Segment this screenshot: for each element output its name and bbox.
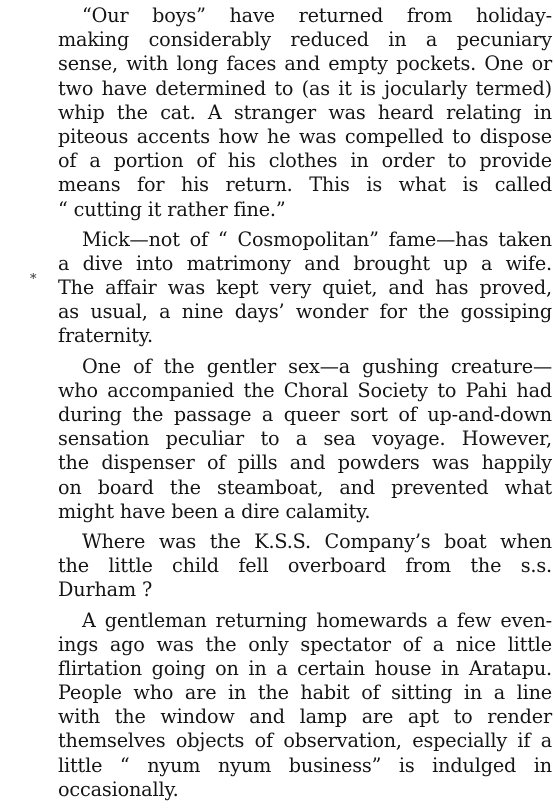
text-line: piteous accents how he was compelled to dispose <box>58 124 552 148</box>
margin-mark: * <box>30 272 37 287</box>
text-line: who accompanied the Choral Society to Pahi had <box>58 378 552 402</box>
text-line: little “ nyum nyum business” is indulged in <box>58 753 552 777</box>
text-line: People who are in the habit of sitting in a line <box>58 681 552 705</box>
paragraph-kss-company <box>58 530 552 603</box>
text-line: flirtation going on in a certain house in Aratapu. <box>58 656 552 680</box>
text-line: sense, with long faces and empty pockets. One or <box>58 52 552 76</box>
text-line: making considerably reduced in a pecuniary <box>58 28 552 52</box>
text-line: “ cutting it rather fine.” <box>58 197 286 221</box>
text-line: as usual, a nine days’ wonder for the gossiping <box>58 300 552 324</box>
text-line: themselves objects of observation, especially if a <box>58 729 552 753</box>
text-line: Mick—not of “ Cosmopolitan” fame—has taken <box>82 227 552 251</box>
text-line: whip the cat. A stranger was heard relating in <box>58 100 552 124</box>
text-line: fraternity. <box>58 324 153 348</box>
text-line: might have been a dire calamity. <box>58 499 371 523</box>
text-line: ings ago was the only spectator of a nice little <box>58 632 552 656</box>
paragraph-mick <box>58 228 552 349</box>
text-line: during the passage a queer sort of up-and-down <box>58 403 552 426</box>
text-line: sensation peculiar to a sea voyage. However, <box>58 427 552 451</box>
text-line: two have determined to (as it is jocularly termed) <box>58 76 552 100</box>
text-line: the little child fell overboard from the s.s. <box>58 554 552 578</box>
text-line: means for his return. This is what is called <box>58 173 552 197</box>
text-line: a dive into matrimony and brought up a wife. <box>58 251 552 275</box>
paragraph-our-boys <box>58 4 552 222</box>
text-line: A gentleman returning homewards a few even- <box>82 608 552 632</box>
text-line: Where was the K.S.S. Company’s boat when <box>82 529 552 553</box>
text-line: of a portion of his clothes in order to provide <box>58 149 552 173</box>
text-line: One of the gentler sex—a gushing creature— <box>82 354 552 378</box>
text-line: the dispenser of pills and powders was happily <box>58 451 552 475</box>
text-line: The affair was kept very quiet, and has proved, <box>58 276 552 300</box>
paragraph-aratapu <box>58 609 552 803</box>
text-line: on board the steamboat, and prevented what <box>58 475 552 499</box>
text-line: Durham ? <box>58 578 153 602</box>
text-line: with the window and lamp are apt to render <box>58 705 552 729</box>
text-line: “Our boys” have returned from holiday- <box>82 4 552 27</box>
text-line: occasionally. <box>58 777 179 801</box>
article-column <box>58 4 552 808</box>
paragraph-choral-society <box>58 355 552 524</box>
